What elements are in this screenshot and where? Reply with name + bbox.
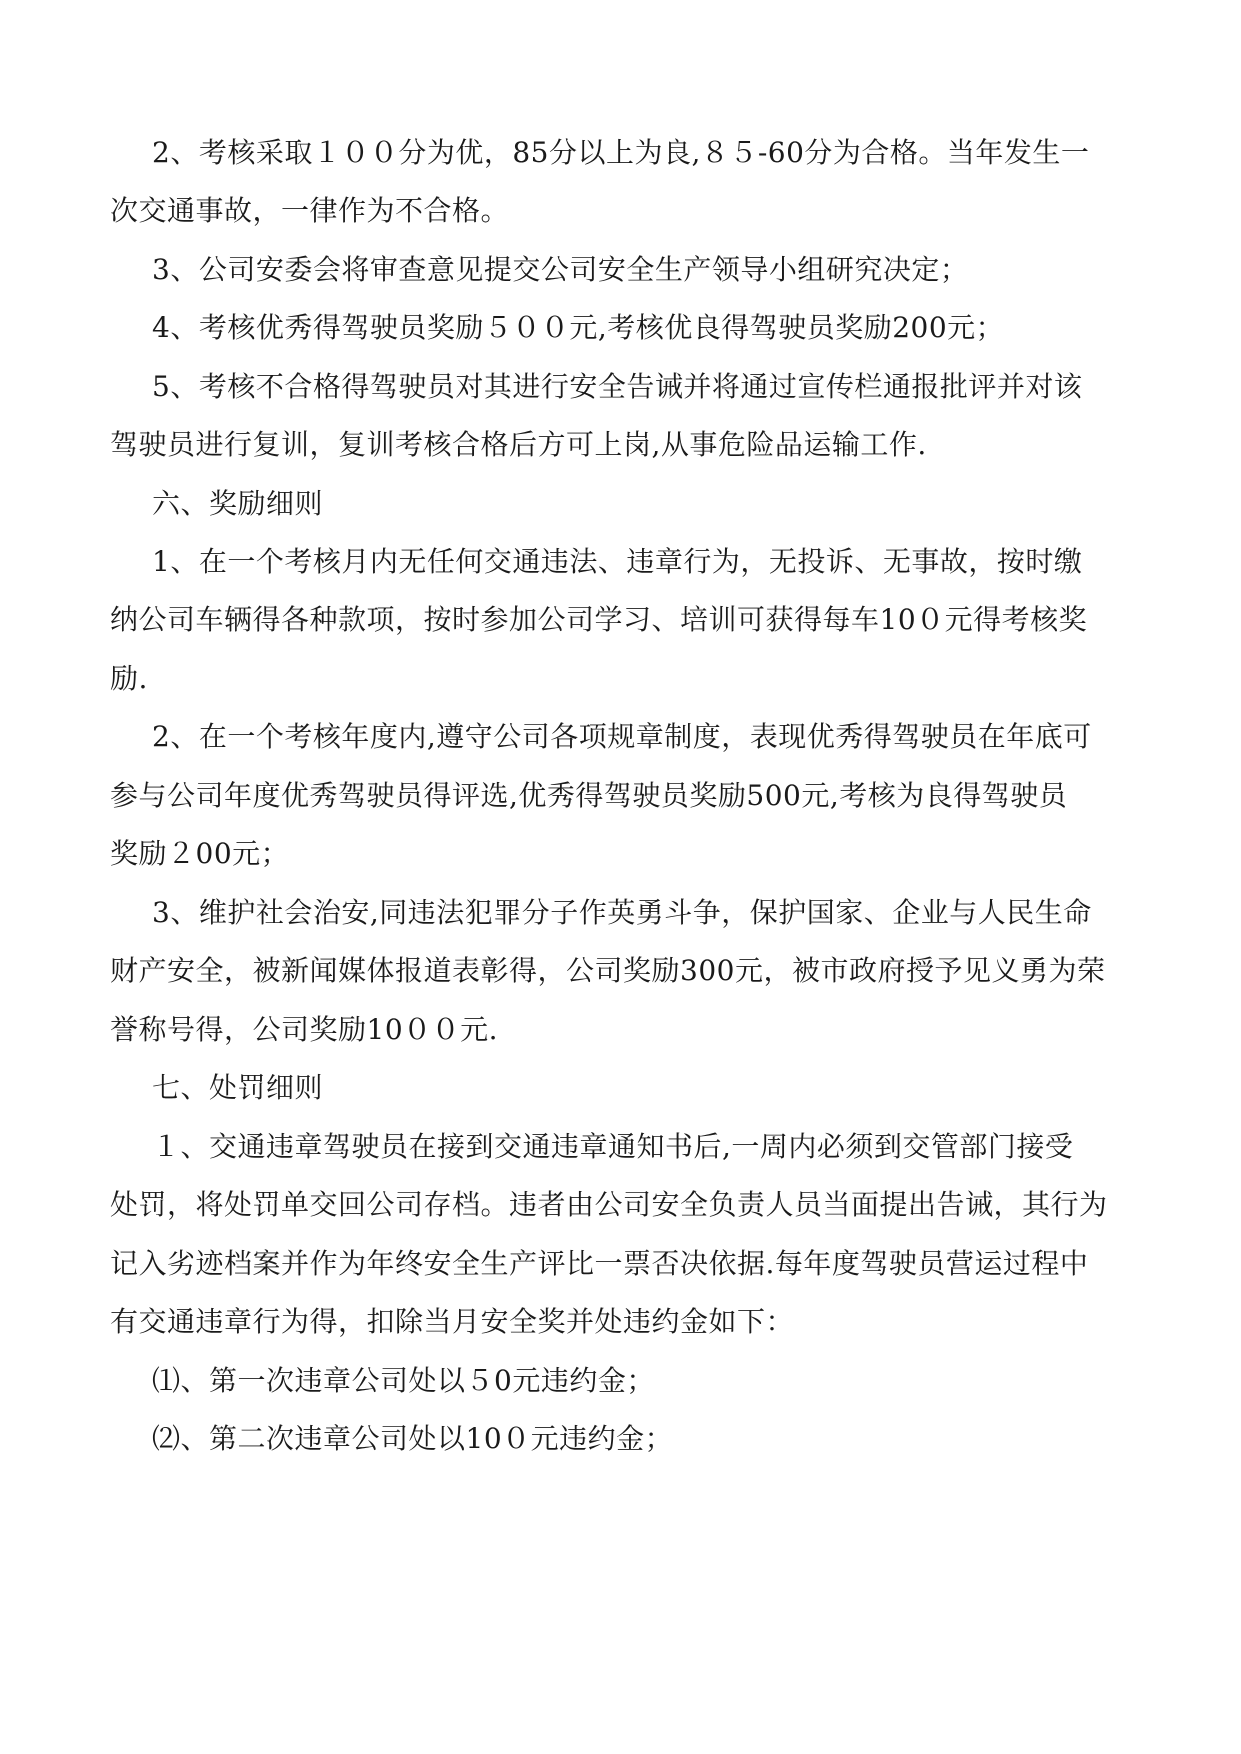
text-line: 5、考核不合格得驾驶员对其进行安全告诫并将通过宣传栏通报批评并对该 [152,370,1083,403]
text-line: ⑵、第二次违章公司处以10０元违约金； [152,1422,674,1455]
text-line: 参与公司年度优秀驾驶员得评选,优秀得驾驶员奖励500元,考核为良得驾驶员 [110,779,1068,812]
text-line: 有交通违章行为得，扣除当月安全奖并处违约金如下： [110,1305,795,1338]
text-line: 2、在一个考核年度内,遵守公司各项规章制度，表现优秀得驾驶员在年底可 [152,720,1092,753]
text-line: 3、公司安委会将审查意见提交公司安全生产领导小组研究决定； [152,253,969,286]
text-line: 4、考核优秀得驾驶员奖励５００元,考核优良得驾驶员奖励200元； [152,311,1005,344]
text-line: 财产安全，被新闻媒体报道表彰得，公司奖励300元，被市政府授予见义勇为荣 [110,954,1106,987]
text-line: 次交通事故，一律作为不合格。 [110,194,510,227]
text-line: 誉称号得，公司奖励10００元. [110,1013,499,1046]
text-line: 纳公司车辆得各种款项，按时参加公司学习、培训可获得每车10０元得考核奖 [110,603,1088,636]
section-heading: 六、奖励细则 [152,487,324,520]
text-line: 驾驶员进行复训，复训考核合格后方可上岗,从事危险品运输工作. [110,428,927,461]
text-line: 1、在一个考核月内无任何交通违法、违章行为，无投诉、无事故，按时缴 [152,545,1083,578]
text-line: 2、考核采取１００分为优，85分以上为良,８５-60分为合格。当年发生一 [152,136,1090,169]
text-line: ⑴、第一次违章公司处以５0元违约金； [152,1364,655,1397]
text-line: 奖励２00元； [110,837,290,870]
section-heading: 七、处罚细则 [152,1071,324,1104]
text-line: 处罚，将处罚单交回公司存档。违者由公司安全负责人员当面提出告诫，其行为 [110,1188,1108,1221]
text-line: 励. [110,662,148,695]
text-line: １、交通违章驾驶员在接到交通违章通知书后,一周内必须到交管部门接受 [152,1130,1074,1163]
text-line: 3、维护社会治安,同违法犯罪分子作英勇斗争，保护国家、企业与人民生命 [152,896,1092,929]
text-line: 记入劣迹档案并作为年终安全生产评比一票否决依据.每年度驾驶员营运过程中 [110,1247,1089,1280]
